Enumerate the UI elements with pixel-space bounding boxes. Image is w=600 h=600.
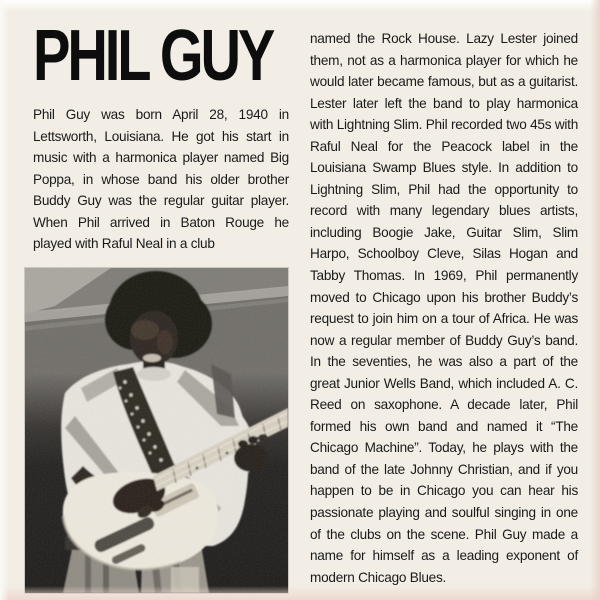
page-edge-right [590, 0, 600, 600]
page-edge-top [0, 0, 600, 12]
bio-paragraph-left: Phil Guy was born April 28, 1940 in Lettsworth, Louisiana. He got his start in music with a harmonica player named Big Poppa, in whose band his older brother Buddy Guy was the regular guitar player. When Phil arrived in Baton Rouge he played with Raful Neal in a club [33, 107, 289, 252]
photo-grain-overlay [25, 268, 288, 593]
bio-paragraph-right: named the Rock House. Lazy Lester joined them, not as a harmonica player for which he would later became famous, but as a guitarist. Lester later left the band to play harmonica with Lightning Slim. Phil recorded two 45s with Raful Neal for the Peacock label in the Louisiana Swamp Blues style. In addition to Lightning Slim, Phil had the opportunity to record with many legendary blues artists, including Boogie Jake, Guitar Slim, Slim Harpo, Schoolboy Cleve, Silas Hogan and Tabby Thomas. In 1969, Phil permanently moved to Chicago upon his brother Buddy’s request to join him on a tour of Africa. He was now a regular member of Buddy Guy’s band. In the seventies, he was also a part of the great Junior Wells Band, which included A. C. Reed on saxophone. A decade later, Phil formed his own band and named it “The Chicago Machine”. Today, he plays with the band of the late Johnny Christian, and if you happen to be in Chicago you can hear his passionate playing and soulful singing in one of the clubs on the scene. Phil Guy made a name for himself as a leading exponent of modern Chicago Blues. [310, 31, 578, 585]
page-edge-left [0, 0, 9, 600]
photo-illustration [25, 268, 288, 593]
right-column [310, 28, 578, 588]
left-column [33, 16, 289, 593]
phil-guy-photo [25, 268, 288, 593]
page-title: PHIL GUY [33, 16, 273, 96]
